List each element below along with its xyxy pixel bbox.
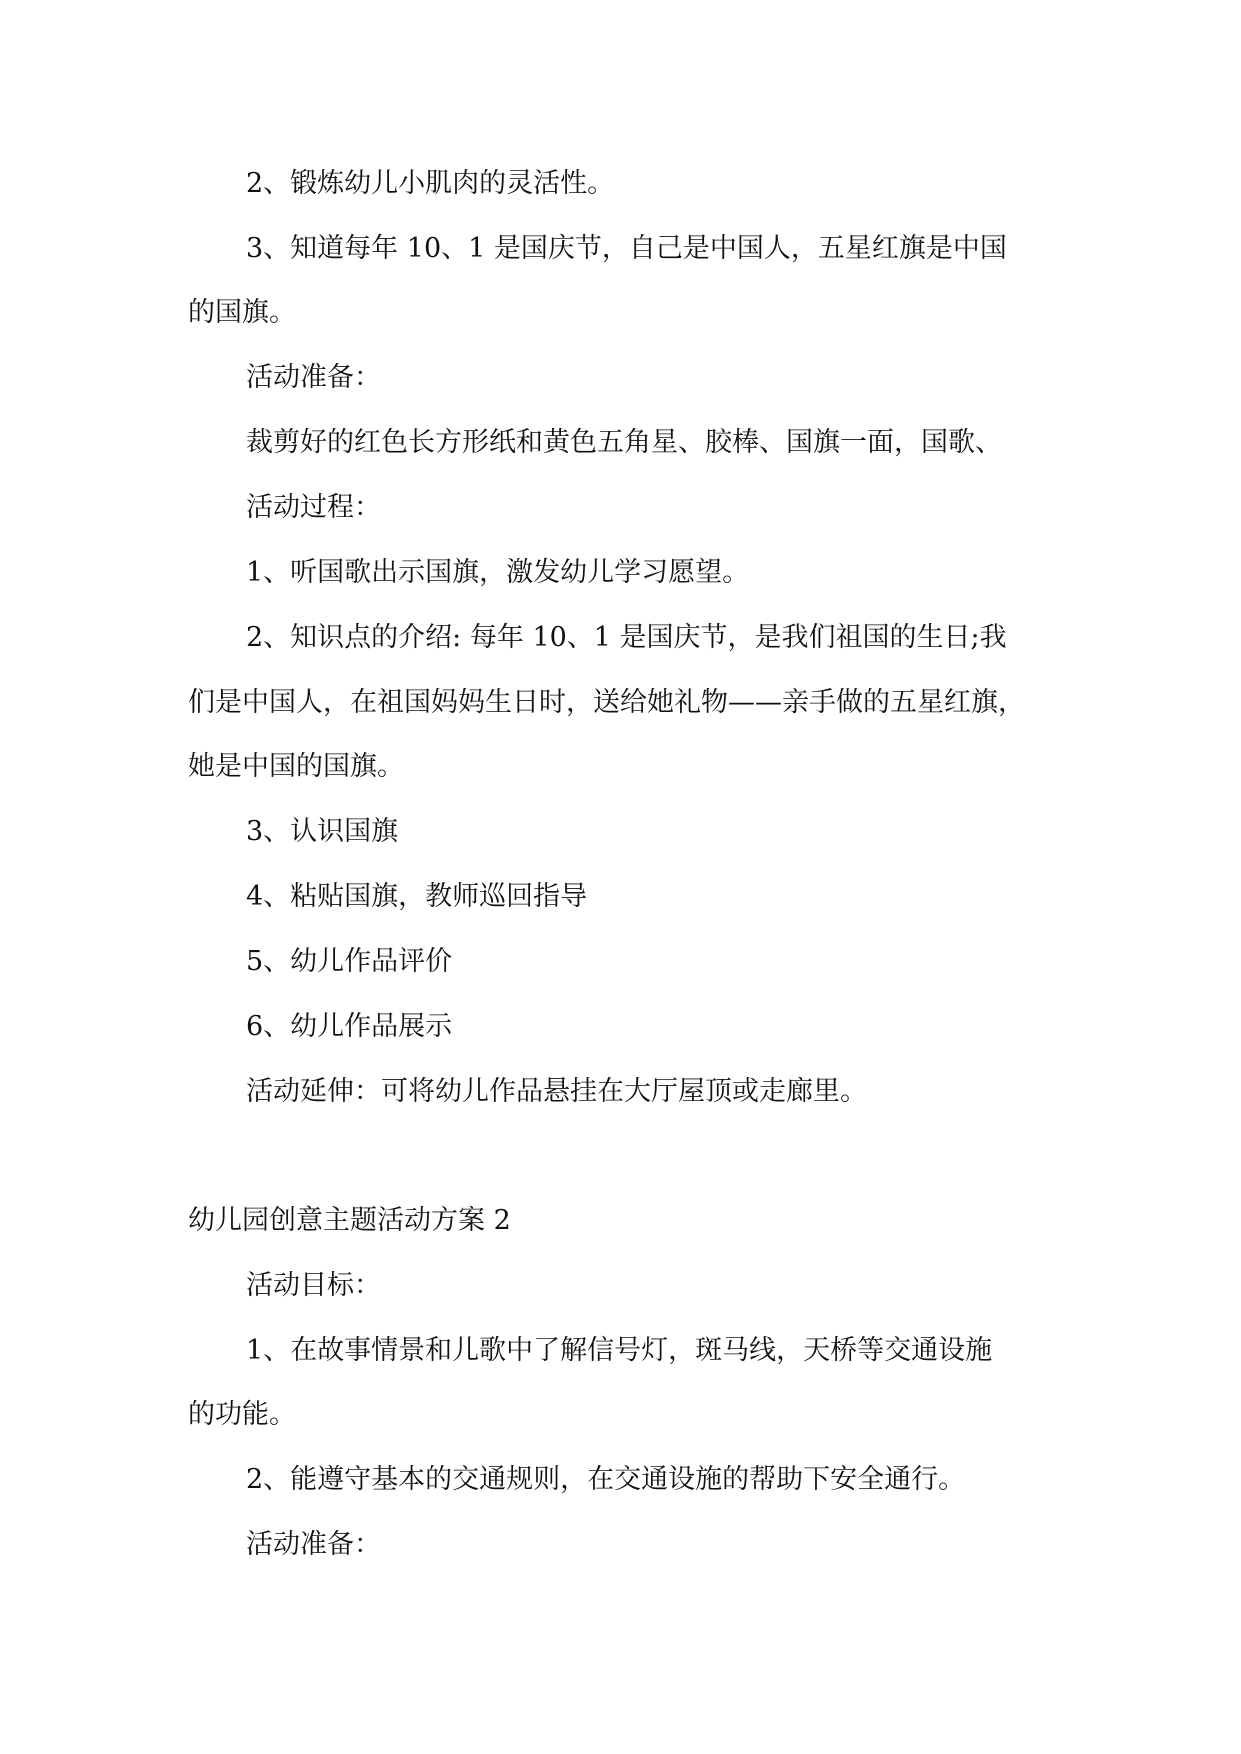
heading-plan2-preparation: 活动准备：	[246, 1529, 381, 1560]
paragraph-step-2: 2、知识点的介绍: 每年 10、1 是国庆节，是我们祖国的生日;我	[246, 622, 1007, 653]
heading-process: 活动过程：	[246, 492, 381, 523]
paragraph-step-3: 3、认识国旗	[246, 816, 399, 847]
paragraph-step-2-end: 她是中国的国旗。	[188, 751, 404, 782]
paragraph-extension: 活动延伸：可将幼儿作品悬挂在大厅屋顶或走廊里。	[246, 1076, 867, 1107]
section-title-plan-2: 幼儿园创意主题活动方案 2	[188, 1205, 511, 1236]
paragraph-materials: 裁剪好的红色长方形纸和黄色五角星、胶棒、国旗一面，国歌、	[246, 427, 1002, 458]
paragraph-step-2-cont: 们是中国人，在祖国妈妈生日时，送给她礼物——亲手做的五星红旗，	[188, 687, 1025, 718]
heading-preparation: 活动准备：	[246, 362, 381, 393]
paragraph-plan2-objective-1: 1、在故事情景和儿歌中了解信号灯，斑马线，天桥等交通设施	[246, 1335, 993, 1366]
paragraph-objective-3: 3、知道每年 10、1 是国庆节，自己是中国人，五星红旗是中国	[246, 233, 1007, 264]
paragraph-step-5: 5、幼儿作品评价	[246, 946, 453, 977]
paragraph-plan2-objective-2: 2、能遵守基本的交通规则，在交通设施的帮助下安全通行。	[246, 1464, 966, 1495]
paragraph-step-1: 1、听国歌出示国旗，激发幼儿学习愿望。	[246, 557, 750, 588]
heading-objectives: 活动目标：	[246, 1270, 381, 1301]
paragraph-step-4: 4、粘贴国旗，教师巡回指导	[246, 881, 588, 912]
paragraph-objective-3-cont: 的国旗。	[188, 297, 296, 328]
paragraph-step-6: 6、幼儿作品展示	[246, 1011, 453, 1042]
paragraph-plan2-objective-1-cont: 的功能。	[188, 1399, 296, 1430]
paragraph-objective-2: 2、锻炼幼儿小肌肉的灵活性。	[246, 168, 615, 199]
